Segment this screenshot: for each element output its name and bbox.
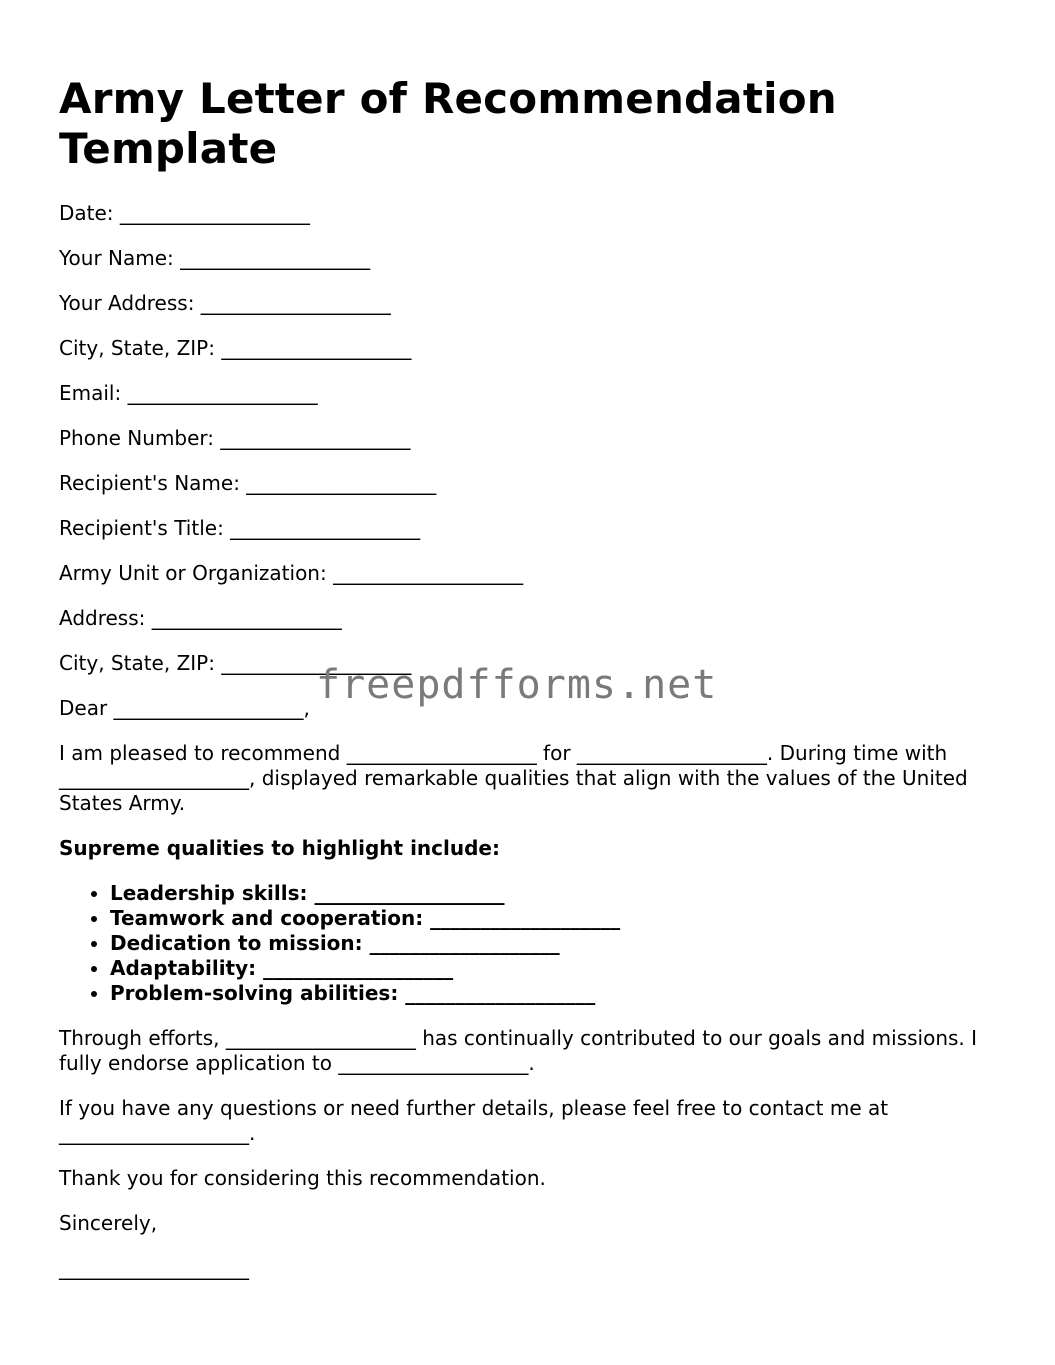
list-item: • Adaptability: ___________________: [110, 956, 989, 981]
your-city-state-zip-field: City, State, ZIP: ___________________: [59, 336, 412, 360]
recipient-name-field: Recipient's Name: ___________________: [59, 471, 437, 495]
thank-you-paragraph: Thank you for considering this recommendation.: [59, 1166, 546, 1190]
recipient-city-state-zip-field: City, State, ZIP: ___________________: [59, 651, 412, 675]
date-field: Date: ___________________: [59, 201, 310, 225]
contact-paragraph: If you have any questions or need further details, please feel free to contact me at ___________________.: [59, 1096, 889, 1145]
army-unit-field: Army Unit or Organization: ___________________: [59, 561, 524, 585]
your-address-field: Your Address: ___________________: [59, 291, 391, 315]
page-title: Army Letter of Recommendation Template: [59, 74, 837, 173]
list-item: • Dedication to mission: ___________________: [110, 931, 989, 956]
phone-number-field: Phone Number: ___________________: [59, 426, 411, 450]
your-name-field: Your Name: ___________________: [59, 246, 371, 270]
recipient-address-field: Address: ___________________: [59, 606, 342, 630]
watermark: freepdfforms.net: [316, 662, 718, 708]
qualities-list: [59, 881, 989, 1006]
qualities-heading: Supreme qualities to highlight include:: [59, 836, 500, 860]
list-item: • Leadership skills: ___________________: [110, 881, 989, 906]
intro-paragraph: I am pleased to recommend ___________________ for ___________________. During time with ___________________, displayed remarkable qualities that align with the values of the United States Army.: [59, 741, 968, 815]
email-field: Email: ___________________: [59, 381, 318, 405]
list-item: • Teamwork and cooperation: ___________________: [110, 906, 989, 931]
closing: Sincerely,: [59, 1211, 158, 1235]
recipient-title-field: Recipient's Title: ___________________: [59, 516, 421, 540]
salutation: Dear ___________________,: [59, 696, 310, 720]
endorsement-paragraph: Through efforts, ___________________ has continually contributed to our goals and missions. I fully endorse application to ___________________.: [59, 1026, 978, 1075]
signature-line: ___________________: [59, 1256, 249, 1280]
list-item: • Problem-solving abilities: ___________________: [110, 981, 989, 1006]
